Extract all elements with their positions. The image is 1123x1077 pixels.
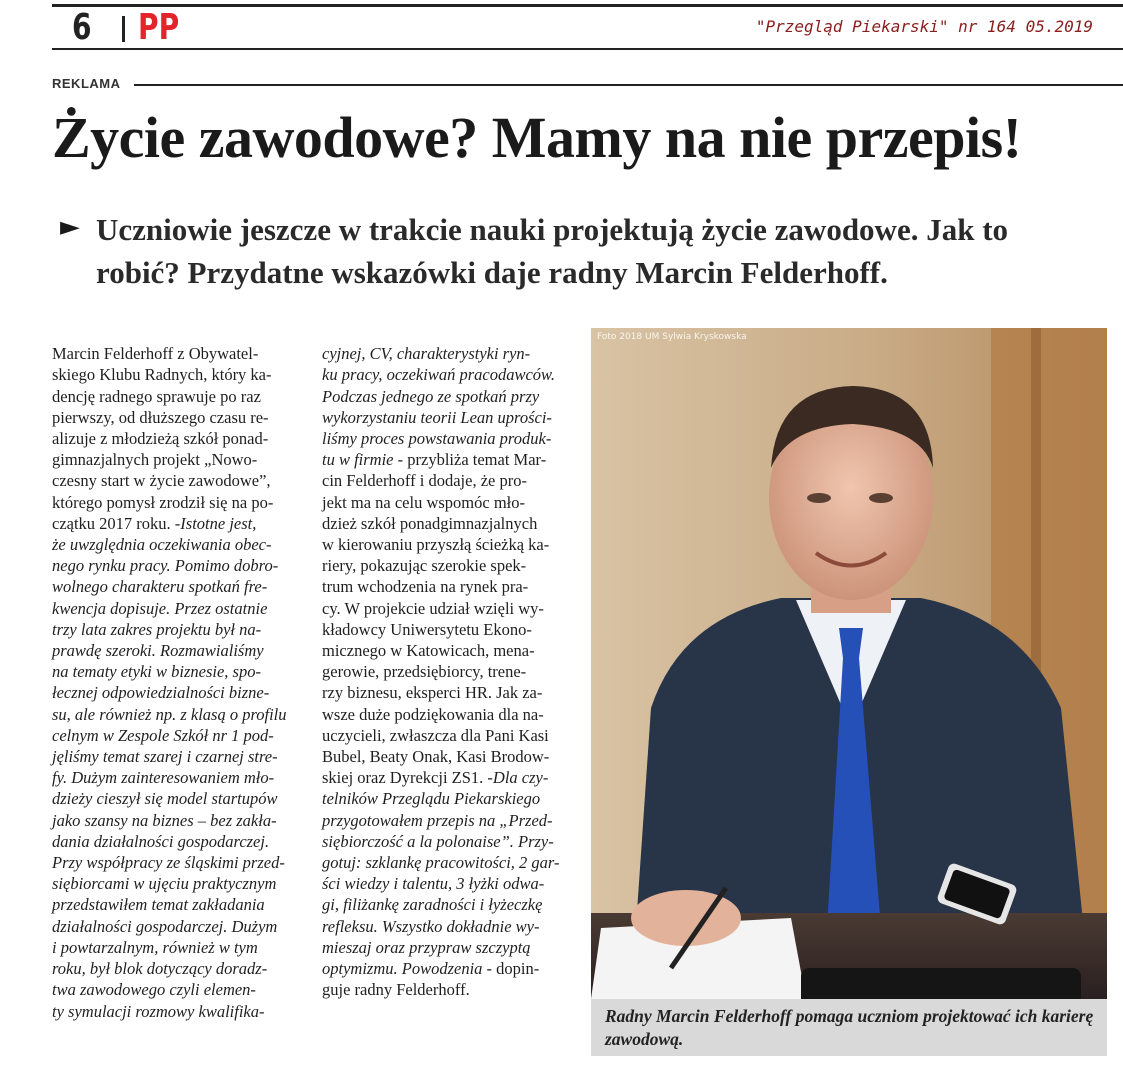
col1-line: czątku 2017 roku. - xyxy=(52,513,181,533)
col1-line-italic: Przy współpracy ze śląskimi przed- xyxy=(52,853,285,873)
photo-credit: Foto 2018 UM Sylwia Kryskowska xyxy=(597,332,747,342)
col2-line: w kierowaniu przyszłą ścieżką ka- xyxy=(322,535,550,555)
col2-line: dzież szkół ponadgimnazjalnych xyxy=(322,513,538,533)
col2-line-italic: Podczas jednego ze spotkań przy xyxy=(322,386,540,406)
col1-line-italic: Istotne jest, xyxy=(180,513,257,533)
col2-line: micznego w Katowicach, mena- xyxy=(322,641,535,661)
col1-line-italic: siębiorcami w ujęciu praktycznym xyxy=(52,874,277,894)
header-top-rule xyxy=(52,4,1123,7)
col2-line-italic: refleksu. Wszystko dokładnie wy- xyxy=(322,916,540,936)
col2-line: Bubel, Beaty Onak, Kasi Brodow- xyxy=(322,747,550,767)
col1-line-italic: celnym w Zespole Szkół nr 1 pod- xyxy=(52,725,274,745)
col1-line-italic: prawdę szeroki. Rozmawialiśmy xyxy=(52,641,264,661)
col2-line: - przybliża temat Mar- xyxy=(393,450,547,470)
col1-line-italic: kwencja dopisuje. Przez ostatnie xyxy=(52,598,268,618)
col2-line: guje radny Felderhoff. xyxy=(322,980,470,1000)
col1-line: którego pomysł zrodził się na po- xyxy=(52,492,274,512)
col2-line-italic: cyjnej, CV, charakterystyki ryn- xyxy=(322,344,531,364)
col1-line: pierwszy, od dłuższego czasu re- xyxy=(52,407,269,427)
col1-line-italic: że uwzględnia oczekiwania obec- xyxy=(52,535,272,555)
col1-line: gimnazjalnych projekt „Nowo- xyxy=(52,450,258,470)
col2-line-italic: gotuj: szklankę pracowitości, 2 gar- xyxy=(322,853,560,873)
article-photo xyxy=(591,328,1107,999)
col2-line-italic: optymizmu. Powodzenia xyxy=(322,959,483,979)
col2-line-italic: Dla czy- xyxy=(492,768,549,788)
col2-line-italic: przygotowałem przepis na „Przed- xyxy=(322,810,553,830)
col2-line: wsze duże podziękowania dla na- xyxy=(322,704,544,724)
article-headline: Życie zawodowe? Mamy na nie przepis! xyxy=(52,105,1022,170)
col1-line-italic: przedstawiłem temat zakładania xyxy=(52,895,265,915)
photo-caption-box xyxy=(591,999,1107,1056)
header-bottom-rule xyxy=(52,48,1123,50)
col2-line: skiej oraz Dyrekcji ZS1. - xyxy=(322,768,493,788)
col2-line-italic: liśmy proces powstawania produk- xyxy=(322,429,552,449)
triangle-right-icon: ► xyxy=(60,212,80,242)
col1-line: czesny start w życie zawodowe”, xyxy=(52,471,271,491)
col2-line-italic: siębiorczość a la polonaise”. Przy- xyxy=(322,831,554,851)
col1-line-italic: jako szansy na biznes – bez zakła- xyxy=(52,810,277,830)
col2-line: jekt ma na celu wspomóc mło- xyxy=(322,492,525,512)
col2-line-italic: ku pracy, oczekiwań pracodawców. xyxy=(322,365,555,385)
col1-line-italic: dania działalności gospodarczej. xyxy=(52,831,270,851)
portrait-illustration xyxy=(591,328,1107,999)
col2-line-italic: gi, filiżankę zaradności i łyżeczkę xyxy=(322,895,543,915)
col1-line-italic: i powtarzalnym, również w tym xyxy=(52,937,258,957)
col2-line-italic: wykorzystaniu teorii Lean uprości- xyxy=(322,407,552,427)
col2-line-italic: ści wiedzy i talentu, 3 łyżki odwa- xyxy=(322,874,545,894)
col2-line: uczycieli, zwłaszcza dla Pani Kasi xyxy=(322,725,549,745)
col2-line: cy. W projekcie udział wzięli wy- xyxy=(322,598,544,618)
col2-line: rzy biznesu, eksperci HR. Jak za- xyxy=(322,683,543,703)
article-column-1 xyxy=(52,322,317,1022)
col1-line-italic: nego rynku pracy. Pomimo dobro- xyxy=(52,556,279,576)
col1-line: Marcin Felderhoff z Obywatel- xyxy=(52,344,259,364)
col1-line-italic: działalności gospodarczej. Dużym xyxy=(52,916,278,936)
article-column-2 xyxy=(322,322,580,1001)
lead-text: Uczniowie jeszcze w trakcie nauki projektują życie zawodowe. Jak to robić? Przydatne wskazówki daje radny Marcin Felderhoff. xyxy=(96,212,1009,290)
issue-info: "Przegląd Piekarski" nr 164 05.2019 xyxy=(755,17,1093,36)
col1-line-italic: łecznej odpowiedzialności bizne- xyxy=(52,683,270,703)
col2-line: - dopin- xyxy=(482,959,540,979)
col1-line-italic: jęliśmy temat szarej i czarnej stre- xyxy=(52,747,278,767)
col1-line: dencję radnego sprawuje po raz xyxy=(52,386,261,406)
section-rule xyxy=(134,84,1123,86)
col2-line: cin Felderhoff i dodaje, że pro- xyxy=(322,471,527,491)
col2-line-italic: mieszaj oraz przypraw szczyptą xyxy=(322,937,531,957)
col2-line: trum wchodzenia na rynek pra- xyxy=(322,577,529,597)
col1-line-italic: twa zawodowego czyli elemen- xyxy=(52,980,256,1000)
col1-line-italic: fy. Dużym zainteresowaniem mło- xyxy=(52,768,275,788)
col1-line-italic: su, ale również np. z klasą o profilu xyxy=(52,704,287,724)
col2-line: kładowcy Uniwersytetu Ekono- xyxy=(322,619,532,639)
col2-line: riery, pokazując szerokie spek- xyxy=(322,556,527,576)
section-label: REKLAMA xyxy=(52,76,121,91)
col1-line-italic: na tematy etyki w biznesie, spo- xyxy=(52,662,261,682)
page-header xyxy=(52,4,1123,50)
col1-line-italic: roku, był blok dotyczący doradz- xyxy=(52,959,268,979)
col2-line-italic: tu w firmie xyxy=(322,450,394,470)
col1-line-italic: trzy lata zakres projektu był na- xyxy=(52,619,262,639)
col2-line-italic: telników Przeglądu Piekarskiego xyxy=(322,789,541,809)
col1-line-italic: wolnego charakteru spotkań fre- xyxy=(52,577,268,597)
photo-caption: Radny Marcin Felderhoff pomaga uczniom projektować ich karierę zawodową. xyxy=(605,1006,1094,1049)
col1-line-italic: dzieży cieszył się model startupów xyxy=(52,789,278,809)
col2-line: gerowie, przedsiębiorcy, trene- xyxy=(322,662,527,682)
magazine-logo: PP xyxy=(138,7,180,48)
page-number: 6 xyxy=(72,7,92,48)
col1-line-italic: ty symulacji rozmowy kwalifika- xyxy=(52,1001,265,1021)
col1-line: skiego Klubu Radnych, który ka- xyxy=(52,365,272,385)
header-separator xyxy=(122,16,125,42)
col1-line: alizuje z młodzieżą szkół ponad- xyxy=(52,429,269,449)
